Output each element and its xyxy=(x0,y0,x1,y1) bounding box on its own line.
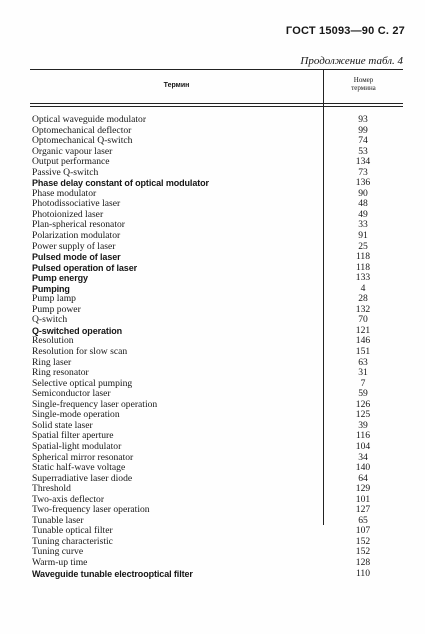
term-cell: Spherical mirror resonator xyxy=(32,452,134,463)
table-row xyxy=(30,242,403,253)
term-cell: Pump power xyxy=(32,304,81,315)
term-cell: Resolution xyxy=(32,336,74,347)
term-number-cell: 65 xyxy=(358,514,368,526)
table-row xyxy=(30,147,403,158)
term-number-cell: 118 xyxy=(355,251,371,263)
term-cell: Tunable optical filter xyxy=(32,526,113,537)
term-number-cell: 121 xyxy=(355,324,371,336)
table-row xyxy=(30,199,403,210)
term-number-cell: 125 xyxy=(355,409,371,421)
term-cell: Static half-wave voltage xyxy=(32,463,126,474)
term-number-cell: 31 xyxy=(358,367,368,379)
term-number-cell: 132 xyxy=(355,303,371,315)
term-number-cell: 104 xyxy=(355,440,371,452)
column-header-number xyxy=(324,76,403,92)
term-cell: Pump energy xyxy=(32,273,88,284)
term-cell: Ring resonator xyxy=(32,368,89,379)
term-cell: Waveguide tunable electrooptical filter xyxy=(32,568,193,579)
term-number-cell: 118 xyxy=(355,261,371,273)
term-number-cell: 146 xyxy=(355,335,371,347)
term-number-cell: 91 xyxy=(358,230,368,242)
term-number-cell: 116 xyxy=(355,430,371,442)
term-number-cell: 140 xyxy=(355,462,371,474)
term-number-cell: 126 xyxy=(355,398,371,410)
term-number-cell: 93 xyxy=(358,114,368,125)
term-cell: Polarization modulator xyxy=(32,231,121,242)
term-cell: Solid state laser xyxy=(32,420,93,431)
term-number-cell: 74 xyxy=(358,135,368,147)
table-row xyxy=(30,453,403,464)
term-cell: Tuning characteristic xyxy=(32,536,113,547)
term-cell: Q-switch xyxy=(32,315,68,326)
table-row xyxy=(30,263,403,274)
term-number-cell: 7 xyxy=(360,377,366,389)
table-row xyxy=(30,326,403,337)
table-row xyxy=(30,231,403,242)
table-row xyxy=(30,474,403,485)
table-row xyxy=(30,126,403,137)
table-row xyxy=(30,400,403,411)
table-row xyxy=(30,252,403,263)
term-cell: Photodissociative laser xyxy=(32,199,121,210)
term-number-cell: 151 xyxy=(355,346,371,358)
term-number-cell: 101 xyxy=(355,493,371,505)
term-cell: Passive Q-switch xyxy=(32,167,99,178)
term-number-cell: 48 xyxy=(358,198,368,210)
term-number-cell: 73 xyxy=(358,166,368,178)
table-row xyxy=(30,484,403,495)
term-cell: Spatial filter aperture xyxy=(32,431,114,442)
table-row xyxy=(30,189,403,200)
table-body xyxy=(30,107,403,579)
term-number-cell: 64 xyxy=(358,472,368,484)
table-row xyxy=(30,115,403,126)
term-number-cell: 128 xyxy=(355,556,371,568)
table-row xyxy=(30,389,403,400)
term-number-cell: 59 xyxy=(358,388,368,400)
column-header-number-line2: термина xyxy=(351,84,376,92)
term-number-cell: 28 xyxy=(358,293,368,305)
term-number-cell: 33 xyxy=(358,219,368,231)
table-header xyxy=(30,69,403,104)
term-cell: Spatial-light modulator xyxy=(32,441,122,452)
column-divider xyxy=(323,105,324,525)
term-cell: Pump lamp xyxy=(32,294,76,305)
term-cell: Photoionized laser xyxy=(32,209,104,220)
table-row xyxy=(30,305,403,316)
table-row xyxy=(30,431,403,442)
table-row xyxy=(30,379,403,390)
table-row xyxy=(30,358,403,369)
table-row xyxy=(30,558,403,569)
table-row xyxy=(30,516,403,527)
term-cell: Power supply of laser xyxy=(32,241,116,252)
term-cell: Tunable laser xyxy=(32,515,84,526)
column-header-terms: Термин xyxy=(163,82,190,89)
table-row xyxy=(30,136,403,147)
table-row xyxy=(30,220,403,231)
table-row xyxy=(30,284,403,295)
term-cell: Pulsed mode of laser xyxy=(32,252,121,263)
term-number-cell: 25 xyxy=(358,240,368,252)
term-number-cell: 133 xyxy=(355,272,371,284)
table-row xyxy=(30,537,403,548)
term-number-cell: 34 xyxy=(358,451,368,463)
term-number-cell: 136 xyxy=(355,177,371,189)
term-number-cell: 152 xyxy=(355,546,371,558)
term-number-cell: 70 xyxy=(358,314,368,326)
term-number-cell: 129 xyxy=(355,483,371,495)
table-row xyxy=(30,421,403,432)
table-row xyxy=(30,157,403,168)
table-row xyxy=(30,294,403,305)
term-cell: Selective optical pumping xyxy=(32,378,133,389)
term-cell: Tuning curve xyxy=(32,547,84,558)
term-number-cell: 39 xyxy=(358,419,368,431)
table-row xyxy=(30,526,403,537)
table-row xyxy=(30,442,403,453)
term-cell: Two-frequency laser operation xyxy=(32,505,150,516)
table-row xyxy=(30,368,403,379)
term-number-cell: 127 xyxy=(355,504,371,516)
table-continuation-label: Продолжение табл. 4 xyxy=(300,55,403,67)
term-cell: Two-axis deflector xyxy=(32,494,105,505)
column-header-number-line1: Номер xyxy=(353,76,374,84)
term-cell: Pulsed operation of laser xyxy=(32,262,138,273)
term-cell: Semiconductor laser xyxy=(32,389,111,400)
term-cell: Ring laser xyxy=(32,357,72,368)
term-cell: Warm-up time xyxy=(32,557,88,568)
term-number-cell: 90 xyxy=(358,187,368,199)
term-cell: Single-frequency laser operation xyxy=(32,399,158,410)
table-row xyxy=(30,210,403,221)
term-cell: Threshold xyxy=(32,484,71,495)
term-cell: Single-mode operation xyxy=(32,410,120,421)
term-number-cell: 49 xyxy=(358,208,368,220)
table-row xyxy=(30,410,403,421)
table-row xyxy=(30,273,403,284)
term-cell: Optomechanical Q-switch xyxy=(32,136,133,147)
table-row xyxy=(30,495,403,506)
table-row xyxy=(30,178,403,189)
table-row xyxy=(30,463,403,474)
term-number-cell: 134 xyxy=(355,156,371,168)
term-cell: Pumping xyxy=(32,283,70,294)
term-cell: Superradiative laser diode xyxy=(32,473,133,484)
page-header: ГОСТ 15093—90 С. 27 xyxy=(285,25,405,37)
term-cell: Optical waveguide modulator xyxy=(32,115,147,125)
term-number-cell: 53 xyxy=(358,145,368,157)
term-number-cell: 107 xyxy=(355,525,371,537)
table-row xyxy=(30,168,403,179)
term-cell: Phase modulator xyxy=(32,188,97,199)
term-number-cell: 110 xyxy=(355,567,371,579)
term-cell: Optomechanical deflector xyxy=(32,125,132,136)
table-row xyxy=(30,547,403,558)
term-number-cell: 152 xyxy=(355,535,371,547)
table-row xyxy=(30,347,403,358)
table-row xyxy=(30,336,403,347)
table-row xyxy=(30,505,403,516)
term-number-cell: 4 xyxy=(360,282,366,294)
term-cell: Output performance xyxy=(32,157,110,168)
term-number-cell: 99 xyxy=(358,124,368,136)
terms-table xyxy=(30,69,403,579)
table-row xyxy=(30,569,403,580)
term-cell: Phase delay constant of optical modulator xyxy=(32,178,209,189)
term-number-cell: 63 xyxy=(358,356,368,368)
term-cell: Resolution for slow scan xyxy=(32,347,128,358)
term-cell: Q-switched operation xyxy=(32,325,123,336)
term-cell: Plan-spherical resonator xyxy=(32,220,125,231)
table-row xyxy=(30,315,403,326)
term-cell: Organic vapour laser xyxy=(32,146,113,157)
